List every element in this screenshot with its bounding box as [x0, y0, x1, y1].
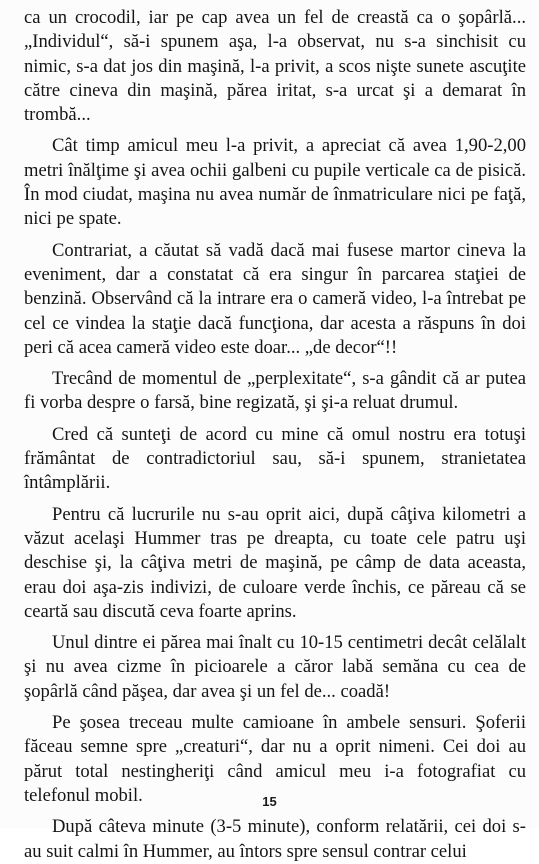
paragraph: Cred că sunteţi de acord cu mine că omul nostru era totuşi frământat de contradictoriul sau, să-i spunem, stranietatea întâmplării.: [24, 423, 526, 494]
paragraph-continuation: ca un crocodil, iar pe cap avea un fel de creastă ca o şopârlă... „Individul“, să-i spunem aşa, l-a observat, nu s-a sinchisit cu nimic, s-a dat jos din maşină, l-a privit, a scos nişte sunete ascuţite către cineva din maşină, părea iritat, s-a urcat şi a demarat în trombă...: [24, 7, 526, 126]
page-body-text: [24, 6, 526, 864]
paragraph: Unul dintre ei părea mai înalt cu 10-15 centimetri decât celălalt şi nu avea cizme în picioarele a căror labă semăna cu cea de şopârlă când păşea, dar avea şi un fel de... coadă!: [24, 632, 526, 702]
paragraph: Pe şosea treceau multe camioane în ambele sensuri. Şoferii făceau semne spre „creaturi“, dar nu a oprit nimeni. Cei doi au părut total nestingheriţi când amicul meu i-a fotografiat cu telefonul mobil.: [24, 712, 526, 806]
paragraph: Contrariat, a căutat să vadă dacă mai fusese martor cineva la eveniment, dar a constatat că era singur în parcarea staţiei de benzină. Observând că la intrare era o cameră video, l-a întrebat pe cel ce vindea la staţie dacă funcţiona, dar acesta a răspuns în doi peri că acea cameră video este doar... „de decor“!!: [24, 239, 526, 358]
paragraph: Cât timp amicul meu l-a privit, a apreciat că avea 1,90-2,00 metri înălţime şi avea ochii galbeni cu pupile verticale ca de pisică. În mod ciudat, maşina nu avea număr de înmatriculare nici pe faţă, nici pe spate.: [24, 135, 526, 230]
paragraph: Pentru că lucrurile nu s-au oprit aici, după câţiva kilometri a văzut acelaşi Hummer tras pe dreapta, cu toate cele patru uşi deschise şi, la câţiva metri de maşină, pe câmp de data aceasta, erau doi aşa-zis indivizi, de culoare verde închis, ce păreau că se ceartă sau discută ceva foarte aprins.: [24, 503, 526, 622]
paragraph: Trecând de momentul de „perplexitate“, s-a gândit că ar putea fi vorba despre o farsă, bine regizată, şi şi-a reluat drumul.: [24, 368, 526, 414]
page-number: 15: [262, 794, 277, 809]
paragraph: După câteva minute (3-5 minute), conform relatării, cei doi s-au suit calmi în Hummer, au întors spre sensul contrar celui: [24, 816, 526, 862]
